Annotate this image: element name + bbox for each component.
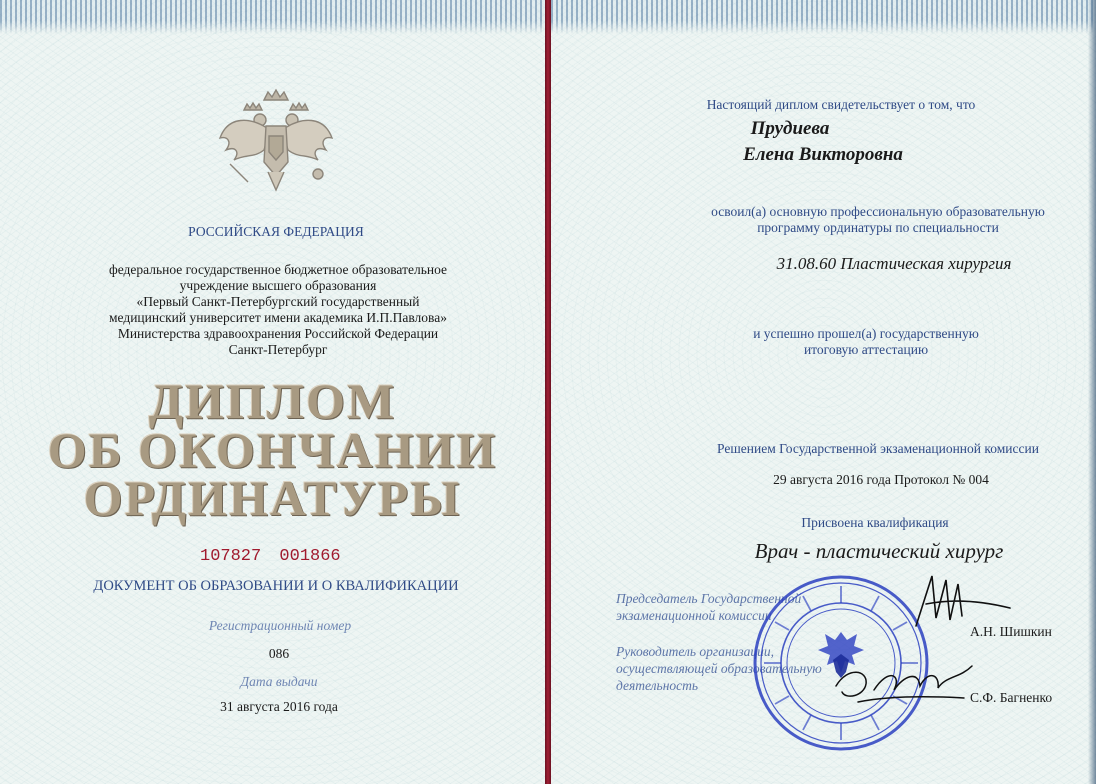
- right-edge-shadow: [1088, 0, 1096, 784]
- head-signature-icon: [828, 656, 978, 712]
- diploma-title-line: ДИПЛОМ: [148, 373, 397, 429]
- protocol: 29 августа 2016 года Протокол № 004: [773, 472, 989, 487]
- head-title-line: осуществляющей образовательную: [616, 661, 822, 676]
- serial-digits: 001866: [279, 547, 341, 566]
- head-name: С.Ф. Багненко: [970, 690, 1053, 705]
- diploma-title-line: ОРДИНАТУРЫ: [83, 470, 462, 526]
- document-type: ДОКУМЕНТ ОБ ОБРАЗОВАНИИ И О КВАЛИФИКАЦИИ: [93, 578, 459, 594]
- institution-line: федеральное государственное бюджетное образовательное: [108, 262, 447, 277]
- left-guilloche-border: [0, 0, 545, 34]
- attestation-line: итоговую аттестацию: [803, 342, 929, 357]
- registration-number-label: Регистрационный номер: [208, 618, 352, 633]
- program-line: освоил(а) основную профессиональную образовательную: [711, 204, 1045, 219]
- head-title-line: Руководитель организации,: [616, 644, 775, 659]
- right-guilloche-border: [551, 0, 1096, 34]
- chair-name: А.Н. Шишкин: [970, 624, 1052, 639]
- institution-block: [0, 262, 556, 358]
- commission-label: Решением Государственной экзаменационной комиссии: [717, 441, 1039, 456]
- attestation-text: [551, 326, 1096, 358]
- serial-series: 107827: [200, 547, 262, 566]
- graduate-surname: Прудиева: [750, 118, 830, 139]
- certifies-intro: Настоящий диплом свидетельствует о том, что: [706, 97, 976, 112]
- chair-title-line: Председатель Государственной: [616, 591, 802, 606]
- registration-number: 086: [268, 646, 290, 661]
- institution-line: Министерства здравоохранения Российской Федерации: [117, 326, 439, 341]
- chair-title-line: экзаменационной комиссии: [616, 608, 772, 623]
- country-name: РОССИЙСКАЯ ФЕДЕРАЦИЯ: [188, 224, 364, 239]
- institution-line: медицинский университет имени академика И.П.Павлова»: [108, 310, 447, 325]
- head-title-line: деятельность: [616, 678, 699, 693]
- chair-signature-icon: [906, 570, 1016, 634]
- program-text: [551, 204, 1096, 236]
- institution-line: учреждение высшего образования: [179, 278, 377, 293]
- institution-line: Санкт-Петербург: [228, 342, 328, 357]
- graduate-given-names: Елена Викторовна: [743, 144, 903, 165]
- issue-date-label: Дата выдачи: [240, 674, 318, 689]
- attestation-line: и успешно прошел(а) государственную: [753, 326, 979, 341]
- institution-line: «Первый Санкт-Петербургский государственный: [136, 294, 420, 309]
- specialty: 31.08.60 Пластическая хирургия: [776, 254, 1012, 273]
- diploma-title-line: ОБ ОКОНЧАНИИ: [47, 422, 498, 478]
- coat-of-arms-icon: [214, 86, 338, 198]
- qualification: Врач - пластический хирург: [754, 539, 1004, 563]
- qualification-label: Присвоена квалификация: [801, 515, 949, 530]
- serial-number: [200, 547, 341, 566]
- program-line: программу ординатуры по специальности: [757, 220, 999, 235]
- issue-date: 31 августа 2016 года: [220, 699, 338, 714]
